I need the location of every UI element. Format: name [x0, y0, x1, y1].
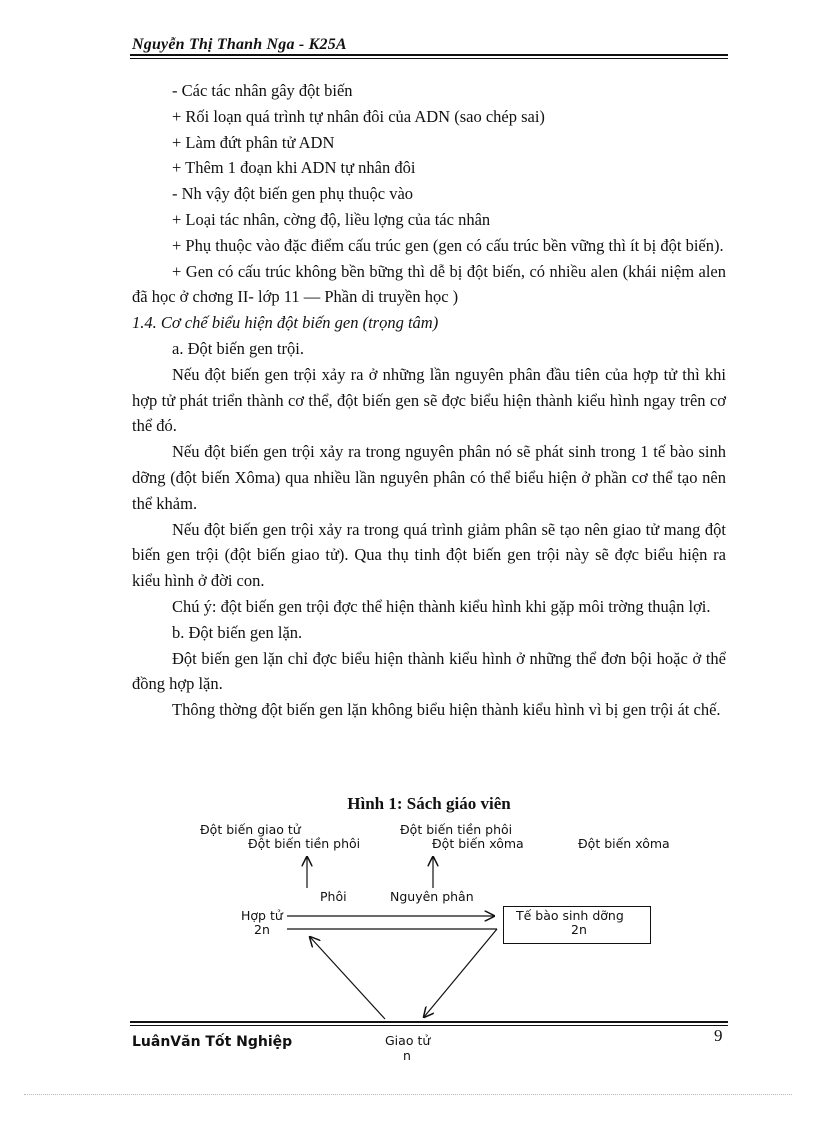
line-5: - Nh vậy đột biến gen phụ thuộc vào: [172, 184, 414, 204]
label-te-bao: Tế bào sinh dỡng: [516, 908, 624, 923]
page-bottom-dotted-line: [24, 1094, 792, 1095]
label-dot-bien-xoma-right: Đột biến xôma: [578, 836, 670, 851]
label-giao-tu-ploidy: n: [403, 1048, 411, 1063]
line-4: + Thêm 1 đoạn khi ADN tự nhân đôi: [172, 158, 416, 178]
para-a-title: a. Đột biến gen trội.: [172, 338, 304, 358]
section-title: 1.4. Cơ chế biểu hiện đột biến gen (trọng tâm): [132, 313, 439, 333]
label-nguyen-phan: Nguyên phân: [390, 889, 474, 904]
arrow-giao-tu-to-hop-tu: [310, 937, 385, 1019]
footer-label: LuânVăn Tốt Nghiệp: [132, 1034, 293, 1050]
label-phoi: Phôi: [320, 889, 347, 904]
para-b2: Thông thờng đột biến gen lặn không biểu hiện thành kiểu hình vì bị gen trội át chế.: [172, 700, 721, 720]
para-b-title: b. Đột biến gen lặn.: [172, 622, 303, 642]
label-hop-tu-ploidy: 2n: [254, 922, 270, 937]
label-hop-tu: Hợp tử: [241, 908, 283, 923]
line-6: + Loại tác nhân, cờng độ, liều lợng của tác nhân: [172, 209, 491, 229]
line-7: + Phụ thuộc vào đặc điểm cấu trúc gen (gen có cấu trúc bền vững thì ít bị đột biến).: [172, 235, 724, 255]
label-dot-bien-xoma-mid: Đột biến xôma: [432, 836, 524, 851]
footer-rule: [130, 1021, 728, 1023]
label-dot-bien-giao-tu: Đột biến giao tử: [200, 822, 301, 837]
line-1: - Các tác nhân gây đột biến: [172, 81, 353, 100]
page-header: Nguyễn Thị Thanh Nga - K25A: [132, 36, 347, 53]
label-dot-bien-tien-phoi-mid: Đột biến tiền phôi: [400, 822, 513, 837]
line-2: + Rối loạn quá trình tự nhân đôi của ADN (sao chép sai): [172, 106, 545, 126]
para-b1: Đột biến gen lặn chỉ đợc biểu hiện thành kiểu hình ở những thể đơn bội hoặc ở thể đồng hợp lặn.: [132, 648, 726, 694]
para-note: Chú ý: đột biến gen trội đợc thể hiện thành kiểu hình khi gặp môi trờng thuận lợi.: [172, 596, 711, 616]
para-a3: Nếu đột biến gen trội xảy ra trong quá trình giảm phân sẽ tạo nên giao tử mang đột biến gen trội (đột biến giao tử). Qua thụ tinh đột biến gen trội này sẽ đợc biểu hiện ra kiểu hình ở đời con.: [132, 519, 726, 591]
para-a2: Nếu đột biến gen trội xảy ra trong nguyên phân nó sẽ phát sinh trong 1 tế bào sinh dỡng (đột biến Xôma) qua nhiều lần nguyên phân có thể biểu hiện ở phần cơ thể tạo nên thể khảm.: [132, 442, 726, 513]
footer-rule-thin: [130, 1025, 728, 1026]
label-dot-bien-tien-phoi-left: Đột biến tiền phôi: [248, 836, 361, 851]
arrow-te-bao-to-giao-tu: [424, 929, 497, 1017]
para-a1: Nếu đột biến gen trội xảy ra ở những lần nguyên phân đầu tiên của hợp tử thì khi hợp tử phát triển thành cơ thể, đột biến gen sẽ đợc biểu hiện thành kiểu hình ngay trên cơ thể đó.: [132, 364, 726, 436]
page-number: 9: [714, 1026, 723, 1045]
figure-title: Hình 1: Sách giáo viên: [347, 794, 511, 813]
line-8: + Gen có cấu trúc không bền bững thì dễ bị đột biến, có nhiều alen (khái niệm alen đã học ở chơng II- lớp 11 — Phần di truyền học ): [132, 261, 726, 307]
line-3: + Làm đứt phân tử ADN: [172, 132, 335, 152]
label-giao-tu: Giao tử: [385, 1033, 431, 1048]
label-te-bao-ploidy: 2n: [571, 922, 587, 937]
